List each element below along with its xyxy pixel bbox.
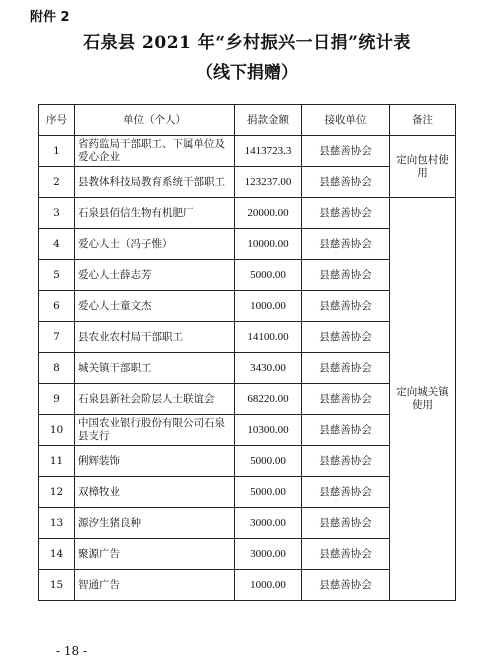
row-amount: 5000.00: [235, 260, 302, 291]
row-index: 15: [39, 570, 75, 601]
row-index: 10: [39, 415, 75, 446]
row-index: 9: [39, 384, 75, 415]
row-receiver: 县慈善协会: [302, 136, 390, 167]
column-header-receiver: 接收单位: [302, 105, 390, 136]
row-receiver: 县慈善协会: [302, 322, 390, 353]
row-amount: 1000.00: [235, 570, 302, 601]
row-amount: 5000.00: [235, 446, 302, 477]
row-amount: 5000.00: [235, 477, 302, 508]
row-amount: 10300.00: [235, 415, 302, 446]
row-unit: 县农业农村局干部职工: [75, 322, 235, 353]
row-unit: 智通广告: [75, 570, 235, 601]
row-index: 3: [39, 198, 75, 229]
row-index: 14: [39, 539, 75, 570]
table-row: [39, 198, 456, 229]
row-unit: 省药监局干部职工、下属单位及爱心企业: [75, 136, 235, 167]
row-receiver: 县慈善协会: [302, 229, 390, 260]
row-amount: 1413723.3: [235, 136, 302, 167]
row-unit: 爱心人士童文杰: [75, 291, 235, 322]
row-receiver: 县慈善协会: [302, 198, 390, 229]
row-receiver: 县慈善协会: [302, 508, 390, 539]
row-unit: 爱心人士薛志芳: [75, 260, 235, 291]
row-unit: 俐辉装饰: [75, 446, 235, 477]
row-receiver: 县慈善协会: [302, 353, 390, 384]
row-receiver: 县慈善协会: [302, 446, 390, 477]
attachment-label: 附件 2: [30, 10, 70, 25]
row-index: 1: [39, 136, 75, 167]
row-receiver: 县慈善协会: [302, 570, 390, 601]
row-unit: 中国农业银行股份有限公司石泉县支行: [75, 415, 235, 446]
row-unit: 聚源广告: [75, 539, 235, 570]
column-header-notes: 备注: [390, 105, 456, 136]
row-amount: 20000.00: [235, 198, 302, 229]
row-amount: 3430.00: [235, 353, 302, 384]
row-receiver: 县慈善协会: [302, 260, 390, 291]
row-amount: 68220.00: [235, 384, 302, 415]
row-receiver: 县慈善协会: [302, 477, 390, 508]
row-index: 4: [39, 229, 75, 260]
row-receiver: 县慈善协会: [302, 384, 390, 415]
row-receiver: 县慈善协会: [302, 415, 390, 446]
row-amount: 14100.00: [235, 322, 302, 353]
column-header-unit: 单位（个人）: [75, 105, 235, 136]
row-unit: 双樟牧业: [75, 477, 235, 508]
column-header-index: 序号: [39, 105, 75, 136]
row-index: 6: [39, 291, 75, 322]
row-index: 5: [39, 260, 75, 291]
row-unit: 石泉县新社会阶层人士联谊会: [75, 384, 235, 415]
row-receiver: 县慈善协会: [302, 291, 390, 322]
document-title: 石泉县 2021 年“乡村振兴一日捐”统计表: [83, 33, 411, 53]
column-header-amount: 捐款金额: [235, 105, 302, 136]
row-unit: 石泉县佰信生物有机肥厂: [75, 198, 235, 229]
row-amount: 123237.00: [235, 167, 302, 198]
row-index: 13: [39, 508, 75, 539]
row-unit: 城关镇干部职工: [75, 353, 235, 384]
note-targeted-town: 定向城关镇使用: [390, 198, 456, 601]
row-unit: 县教体科技局教育系统干部职工: [75, 167, 235, 198]
table-header-row: [39, 105, 456, 136]
table-row: [39, 136, 456, 167]
document-subtitle: （线下捐赠）: [196, 63, 298, 83]
row-index: 8: [39, 353, 75, 384]
donation-table: [38, 104, 456, 601]
row-amount: 3000.00: [235, 508, 302, 539]
row-index: 2: [39, 167, 75, 198]
row-unit: 源汐生猪良种: [75, 508, 235, 539]
row-receiver: 县慈善协会: [302, 167, 390, 198]
page-number: - 18 -: [56, 644, 88, 658]
row-amount: 3000.00: [235, 539, 302, 570]
row-index: 11: [39, 446, 75, 477]
row-amount: 10000.00: [235, 229, 302, 260]
row-amount: 1000.00: [235, 291, 302, 322]
note-targeted-village: 定向包村使用: [390, 136, 456, 198]
row-index: 12: [39, 477, 75, 508]
row-unit: 爱心人士（冯子惟）: [75, 229, 235, 260]
row-receiver: 县慈善协会: [302, 539, 390, 570]
row-index: 7: [39, 322, 75, 353]
